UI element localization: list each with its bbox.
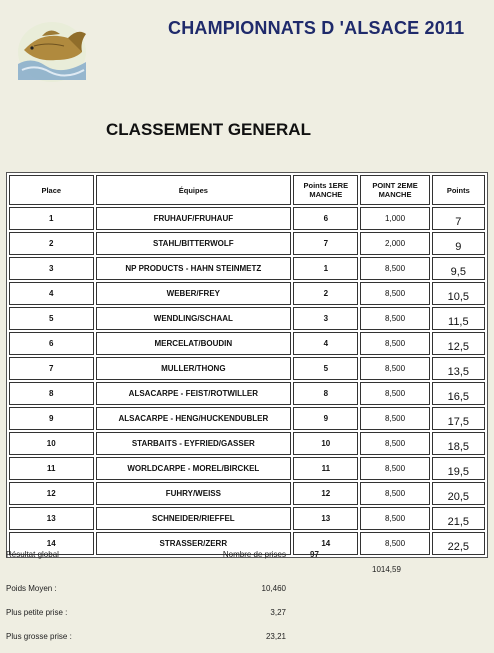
row-team: SCHNEIDER/RIEFFEL bbox=[96, 507, 292, 530]
row-place: 7 bbox=[9, 357, 94, 380]
header-points-round2 bbox=[360, 175, 429, 205]
table-row bbox=[9, 382, 485, 405]
row-points-round2: 8,500 bbox=[360, 507, 429, 530]
row-place: 9 bbox=[9, 407, 94, 430]
row-place: 6 bbox=[9, 332, 94, 355]
carp-fish-icon bbox=[12, 12, 92, 88]
smallest-catch-value: 3,27 bbox=[270, 608, 286, 617]
header-points-total: Points bbox=[432, 175, 485, 205]
row-place: 8 bbox=[9, 382, 94, 405]
row-points-round2: 8,500 bbox=[360, 532, 429, 555]
row-points-round2: 1,000 bbox=[360, 207, 429, 230]
row-points-round1: 1 bbox=[293, 257, 358, 280]
table-row bbox=[9, 332, 485, 355]
row-points-round2: 8,500 bbox=[360, 357, 429, 380]
row-team: ALSACARPE - HENG/HUCKENDUBLER bbox=[96, 407, 292, 430]
summary-global-row bbox=[6, 550, 486, 574]
row-points-total: 21,5 bbox=[432, 507, 485, 530]
row-points-round2: 8,500 bbox=[360, 457, 429, 480]
total-weight-value: 1014,59 bbox=[372, 565, 401, 574]
row-points-total: 12,5 bbox=[432, 332, 485, 355]
global-result-label: Résultat global bbox=[6, 550, 59, 559]
row-points-total: 22,5 bbox=[432, 532, 485, 555]
catches-value: 97 bbox=[310, 550, 319, 559]
row-team: WORLDCARPE - MOREL/BIRCKEL bbox=[96, 457, 292, 480]
row-points-total: 9 bbox=[432, 232, 485, 255]
row-points-round2: 8,500 bbox=[360, 432, 429, 455]
row-points-round1: 2 bbox=[293, 282, 358, 305]
row-points-round1: 11 bbox=[293, 457, 358, 480]
catches-label: Nombre de prises bbox=[222, 550, 286, 559]
row-team: STAHL/BITTERWOLF bbox=[96, 232, 292, 255]
row-points-round1: 13 bbox=[293, 507, 358, 530]
row-place: 11 bbox=[9, 457, 94, 480]
row-points-round1: 8 bbox=[293, 382, 358, 405]
row-points-round1: 9 bbox=[293, 407, 358, 430]
row-team: STARBAITS - EYFRIED/GASSER bbox=[96, 432, 292, 455]
largest-catch-label: Plus grosse prise : bbox=[6, 632, 72, 641]
header-points-round2-line1: POINT 2EME bbox=[372, 181, 418, 190]
row-points-round2: 8,500 bbox=[360, 332, 429, 355]
row-team: FRUHAUF/FRUHAUF bbox=[96, 207, 292, 230]
header-points-round1-line1: Points 1ERE bbox=[303, 181, 349, 190]
row-points-total: 11,5 bbox=[432, 307, 485, 330]
row-team: MULLER/THONG bbox=[96, 357, 292, 380]
row-team: MERCELAT/BOUDIN bbox=[96, 332, 292, 355]
row-points-round2: 8,500 bbox=[360, 257, 429, 280]
row-team: WENDLING/SCHAAL bbox=[96, 307, 292, 330]
row-points-round2: 8,500 bbox=[360, 307, 429, 330]
row-place: 2 bbox=[9, 232, 94, 255]
row-points-total: 20,5 bbox=[432, 482, 485, 505]
header-points-round2-line2: MANCHE bbox=[378, 190, 412, 199]
row-place: 14 bbox=[9, 532, 94, 555]
summary-min-row bbox=[6, 608, 486, 620]
table-row bbox=[9, 282, 485, 305]
row-points-round1: 6 bbox=[293, 207, 358, 230]
row-place: 3 bbox=[9, 257, 94, 280]
row-place: 5 bbox=[9, 307, 94, 330]
table-row bbox=[9, 257, 485, 280]
row-points-round2: 8,500 bbox=[360, 282, 429, 305]
row-points-round2: 8,500 bbox=[360, 482, 429, 505]
row-team: STRASSER/ZERR bbox=[96, 532, 292, 555]
table-row bbox=[9, 432, 485, 455]
row-points-round1: 10 bbox=[293, 432, 358, 455]
page-title: CHAMPIONNATS D 'ALSACE 2011 bbox=[168, 18, 465, 38]
row-points-total: 18,5 bbox=[432, 432, 485, 455]
header-points-round1 bbox=[293, 175, 358, 205]
table-row bbox=[9, 457, 485, 480]
row-team: FUHRY/WEISS bbox=[96, 482, 292, 505]
row-points-round1: 7 bbox=[293, 232, 358, 255]
header-place: Place bbox=[9, 175, 94, 205]
average-weight-value: 10,460 bbox=[261, 584, 286, 593]
header-team: Équipes bbox=[96, 175, 292, 205]
row-points-round2: 8,500 bbox=[360, 382, 429, 405]
row-points-round1: 14 bbox=[293, 532, 358, 555]
ranking-table bbox=[6, 172, 488, 558]
ranking-heading: CLASSEMENT GENERAL bbox=[106, 120, 311, 139]
row-team: WEBER/FREY bbox=[96, 282, 292, 305]
row-place: 1 bbox=[9, 207, 94, 230]
row-team: NP PRODUCTS - HAHN STEINMETZ bbox=[96, 257, 292, 280]
largest-catch-value: 23,21 bbox=[265, 632, 286, 641]
summary-average-row bbox=[6, 584, 486, 596]
table-row bbox=[9, 307, 485, 330]
row-points-total: 19,5 bbox=[432, 457, 485, 480]
row-points-round1: 5 bbox=[293, 357, 358, 380]
row-points-total: 13,5 bbox=[432, 357, 485, 380]
row-points-total: 16,5 bbox=[432, 382, 485, 405]
average-weight-label: Poids Moyen : bbox=[6, 584, 57, 593]
row-points-round1: 4 bbox=[293, 332, 358, 355]
table-row bbox=[9, 407, 485, 430]
row-points-total: 17,5 bbox=[432, 407, 485, 430]
row-team: ALSACARPE - FEIST/ROTWILLER bbox=[96, 382, 292, 405]
summary-max-row bbox=[6, 632, 486, 644]
row-place: 4 bbox=[9, 282, 94, 305]
table-row bbox=[9, 357, 485, 380]
row-place: 12 bbox=[9, 482, 94, 505]
row-points-round2: 2,000 bbox=[360, 232, 429, 255]
table-header-row bbox=[9, 175, 485, 205]
table-row bbox=[9, 482, 485, 505]
row-points-round1: 3 bbox=[293, 307, 358, 330]
table-row bbox=[9, 207, 485, 230]
row-points-total: 10,5 bbox=[432, 282, 485, 305]
row-place: 13 bbox=[9, 507, 94, 530]
row-points-total: 9,5 bbox=[432, 257, 485, 280]
row-points-round1: 12 bbox=[293, 482, 358, 505]
table-row bbox=[9, 507, 485, 530]
row-place: 10 bbox=[9, 432, 94, 455]
header-points-round1-line2: MANCHE bbox=[309, 190, 343, 199]
table-row bbox=[9, 232, 485, 255]
row-points-total: 7 bbox=[432, 207, 485, 230]
row-points-round2: 8,500 bbox=[360, 407, 429, 430]
smallest-catch-label: Plus petite prise : bbox=[6, 608, 68, 617]
